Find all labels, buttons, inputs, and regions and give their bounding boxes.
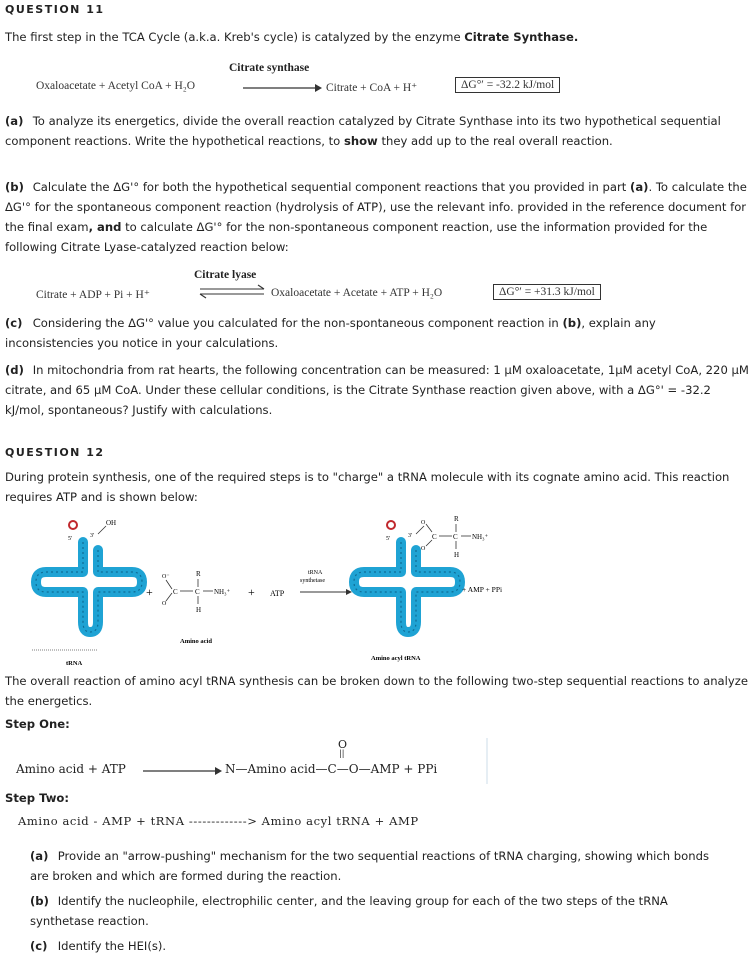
q11-part-d: (d) In mitochondria from rat hearts, the following concentration can be measured: 1 μM oxaloacetate, 1μM acetyl CoA, 220 μM citrate, and 65 μM CoA. Under these cellular conditions, is the Citrate Synthase reaction given above, with a ΔG°' = -32.2 kJ/mol, spontaneous? Justify with calculations. (5, 363, 749, 417)
q11-part-c: (c) Considering the ΔG'° value you calculated for the non-spontaneous component reaction in (b), explain any inconsistencies you notice in your calculations. (5, 316, 656, 350)
svg-text:synthetase: synthetase (300, 578, 325, 584)
svg-text:R: R (196, 570, 201, 578)
reaction1-arrow (241, 80, 323, 94)
reaction2-dg-box: ΔG°′ = +31.3 kJ/mol (493, 284, 601, 300)
reaction2-enzyme-label: Citrate lyase (194, 269, 257, 281)
trna-charging-figure (28, 510, 548, 670)
svg-text:+: + (248, 585, 255, 599)
question-12-heading: QUESTION 12 (5, 446, 105, 459)
svg-text:R: R (454, 515, 459, 523)
q12-part-b: (b) Identify the nucleophile, electrophilic center, and the leaving group for each of the two steps of the tRNA synthetase reaction. (30, 894, 668, 928)
svg-text:C: C (195, 588, 200, 596)
reaction2-reactants: Citrate + ADP + Pi + H⁺ (36, 289, 150, 301)
svg-text:O: O (421, 546, 426, 552)
svg-text:O⁻: O⁻ (162, 574, 170, 580)
reaction1-dg-box: ΔG°′ = -32.2 kJ/mol (455, 77, 560, 93)
svg-text:C: C (453, 533, 458, 541)
q11-part-a: (a) To analyze its energetics, divide the overall reaction catalyzed by Citrate Synthase into its two hypothetical sequential component reactions. Write the hypothetical reactions, to show they add up to the real overall reaction. (5, 114, 721, 148)
step-one-label: Step One: (5, 717, 70, 731)
svg-text:tRNA: tRNA (308, 570, 323, 576)
svg-text:O: O (162, 601, 167, 607)
step-one-reaction: Amino acid + ATP N—Amino acid—C—O—AMP + PPi O || (8, 738, 488, 784)
q11-part-b: (b) Calculate the ΔG'° for both the hypothetical sequential component reactions that you provided in part (a). To calculate the ΔG'° for the spontaneous component reaction (hydrolysis of ATP), use the relevant info. provided in the reference document for the final exam, and to calculate ΔG'° for the non-spontaneous component reaction, use the information provided for the following Citrate Lyase-catalyzed reaction below: (5, 180, 747, 254)
q12-intro: During protein synthesis, one of the required steps is to "charge" a tRNA molecule with its cognate amino acid. This reaction requires ATP and is shown below: (5, 470, 730, 504)
q-marker-right (387, 521, 395, 529)
reaction2-products: Oxaloacetate + Acetate + ATP + H₂O (271, 287, 443, 299)
reaction1-reactants: Oxaloacetate + Acetyl CoA + H₂O (36, 80, 196, 92)
svg-text:C: C (432, 533, 437, 541)
svg-text:H: H (196, 606, 202, 614)
amino-acyl-group (416, 515, 489, 559)
q-marker-left (69, 521, 77, 529)
svg-text:3': 3' (408, 533, 413, 539)
reaction1-enzyme-label: Citrate synthase (229, 62, 310, 74)
svg-text:3': 3' (90, 533, 95, 539)
q12-part-c: (c) Identify the HEI(s). (30, 939, 167, 953)
svg-text:C: C (173, 588, 178, 596)
q12-part-a: (a) Provide an "arrow-pushing" mechanism for the two sequential reactions of tRNA charging, showing which bonds are broken and which are formed during the reaction. (30, 849, 710, 883)
svg-text:5': 5' (68, 536, 73, 542)
svg-text:O: O (421, 520, 426, 526)
step-one-arrow (141, 764, 223, 778)
svg-text:OH: OH (106, 519, 117, 527)
reaction2-equilibrium-arrow (198, 283, 268, 301)
svg-text:+: + (146, 585, 153, 599)
svg-text:5': 5' (386, 536, 391, 542)
amino-acid-structure (162, 570, 231, 645)
trna-label: tRNA (66, 660, 83, 667)
step-two-label: Step Two: (5, 791, 70, 805)
amino-acyl-trna-label: Amino acyl tRNA (371, 655, 421, 662)
trna-molecule-right (354, 542, 460, 632)
enzyme-name: Citrate Synthase. (464, 30, 579, 44)
reaction-byproducts: + AMP + PPi (462, 585, 503, 594)
step-two-reaction: Amino acid - AMP + tRNA -------------> Amino acyl tRNA + AMP (18, 814, 419, 828)
trna-molecule-left (36, 542, 142, 632)
q11-intro: The first step in the TCA Cycle (a.k.a. Kreb's cycle) is catalyzed by the enzyme Citrate Synthase. (5, 30, 579, 44)
svg-text:NH₃⁺: NH₃⁺ (472, 533, 489, 541)
reaction1-products: Citrate + CoA + H⁺ (326, 82, 418, 94)
question-11-heading: QUESTION 11 (5, 3, 105, 16)
svg-text:NH₃⁺: NH₃⁺ (214, 588, 231, 596)
q12-overall-text: The overall reaction of amino acyl tRNA synthesis can be broken down to the following two-step sequential reactions to analyze the energetics. (5, 674, 748, 708)
atp-label: ATP (270, 589, 285, 598)
amino-acid-label: Amino acid (180, 638, 212, 645)
svg-text:H: H (454, 551, 460, 559)
